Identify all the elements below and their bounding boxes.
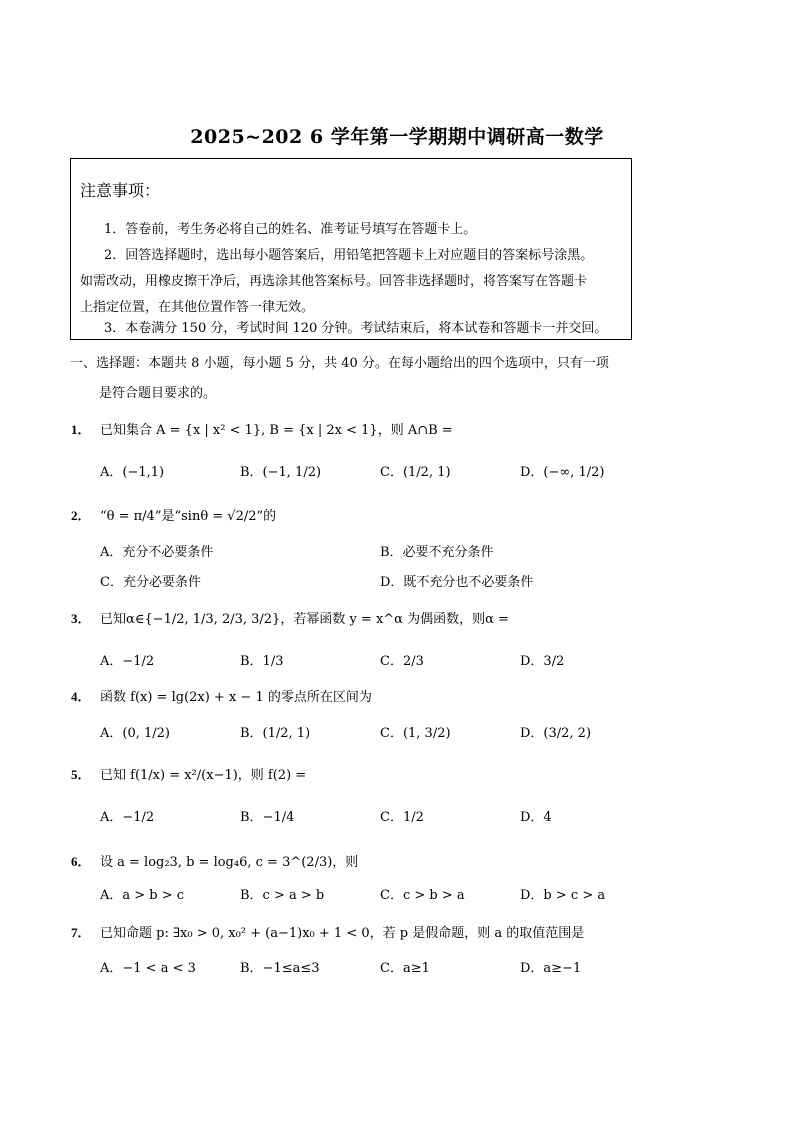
option-c: C．c > b > a xyxy=(380,888,465,903)
option-c: C．(1, 3/2) xyxy=(380,726,451,741)
question-text: 已知α∈{−1/2, 1/3, 2/3, 3/2}，若幂函数 y = x^α 为偶函数，则α = xyxy=(100,612,509,627)
notice-item-2-line-2: 如需改动，用橡皮擦干净后，再选涂其他答案标号。回答非选择题时，将答案写在答题卡 xyxy=(80,274,588,289)
question-text: 已知命题 p: ∃x₀ > 0, x₀² + (a−1)x₀ + 1 < 0，若 p 是假命题，则 a 的取值范围是 xyxy=(100,926,585,941)
option-a: A．−1 < a < 3 xyxy=(100,961,196,976)
option-a: A．(−1,1) xyxy=(100,465,165,480)
notice-heading: 注意事项： xyxy=(80,181,161,200)
option-a: A．−1/2 xyxy=(100,810,155,825)
option-d: D．(3/2, 2) xyxy=(520,726,592,741)
option-b: B．(1/2, 1) xyxy=(240,726,311,741)
option-b: B．−1≤a≤3 xyxy=(240,961,320,976)
question-number: 3． xyxy=(71,611,91,626)
option-d: D．既不充分也不必要条件 xyxy=(380,575,534,590)
option-d: D．(−∞, 1/2) xyxy=(520,465,605,480)
question-number: 6． xyxy=(71,854,91,869)
notice-item-3: 3．本卷满分 150 分，考试时间 120 分钟。考试结束后，将本试卷和答题卡一并交回。 xyxy=(104,321,608,336)
option-b: B．−1/4 xyxy=(240,810,295,825)
question-number: 5． xyxy=(71,767,91,782)
question-number: 4． xyxy=(71,689,91,704)
question-number: 1． xyxy=(71,422,91,437)
notice-item-2-line-3: 上指定位置，在其他位置作答一律无效。 xyxy=(80,300,315,315)
question-text: 设 a = log₂3, b = log₄6, c = 3^(2/3)，则 xyxy=(100,855,359,870)
option-c: C．2/3 xyxy=(380,654,424,669)
notice-item-1: 1．答卷前，考生务必将自己的姓名、准考证号填写在答题卡上。 xyxy=(104,222,477,237)
page-title: 2025~202 6 学年第一学期期中调研高一数学 xyxy=(190,126,604,148)
option-b: B．c > a > b xyxy=(240,888,325,903)
option-c: C．a≥1 xyxy=(380,961,430,976)
section-heading: 一、选择题：本题共 8 小题，每小题 5 分，共 40 分。在每小题给出的四个选项中，只有一项 xyxy=(70,356,609,371)
question-number: 7． xyxy=(71,925,91,940)
option-a: A．(0, 1/2) xyxy=(100,726,170,741)
option-b: B．(−1, 1/2) xyxy=(240,465,322,480)
option-d: D．a≥−1 xyxy=(520,961,582,976)
option-a: A．a > b > c xyxy=(100,888,185,903)
question-text: 已知集合 A = {x | x² < 1}, B = {x | 2x < 1}，则 A∩B = xyxy=(100,423,453,438)
option-b: B．1/3 xyxy=(240,654,284,669)
option-a: A．−1/2 xyxy=(100,654,155,669)
option-d: D．4 xyxy=(520,810,552,825)
question-number: 2． xyxy=(71,508,91,523)
option-d: D．3/2 xyxy=(520,654,565,669)
question-text: “θ = π/4”是“sinθ = √2/2”的 xyxy=(100,509,277,524)
question-text: 函数 f(x) = lg(2x) + x − 1 的零点所在区间为 xyxy=(100,690,372,705)
option-c: C．(1/2, 1) xyxy=(380,465,451,480)
option-d: D．b > c > a xyxy=(520,888,606,903)
option-c: C．充分必要条件 xyxy=(100,575,201,590)
question-text: 已知 f(1/x) = x²/(x−1)，则 f(2) = xyxy=(100,768,307,783)
option-b: B．必要不充分条件 xyxy=(380,545,494,560)
section-heading-cont: 是符合题目要求的。 xyxy=(99,386,217,401)
option-a: A．充分不必要条件 xyxy=(100,545,214,560)
notice-item-2-line-1: 2．回答选择题时，选出每小题答案后，用铅笔把答题卡上对应题目的答案标号涂黑。 xyxy=(104,248,594,263)
option-c: C．1/2 xyxy=(380,810,424,825)
